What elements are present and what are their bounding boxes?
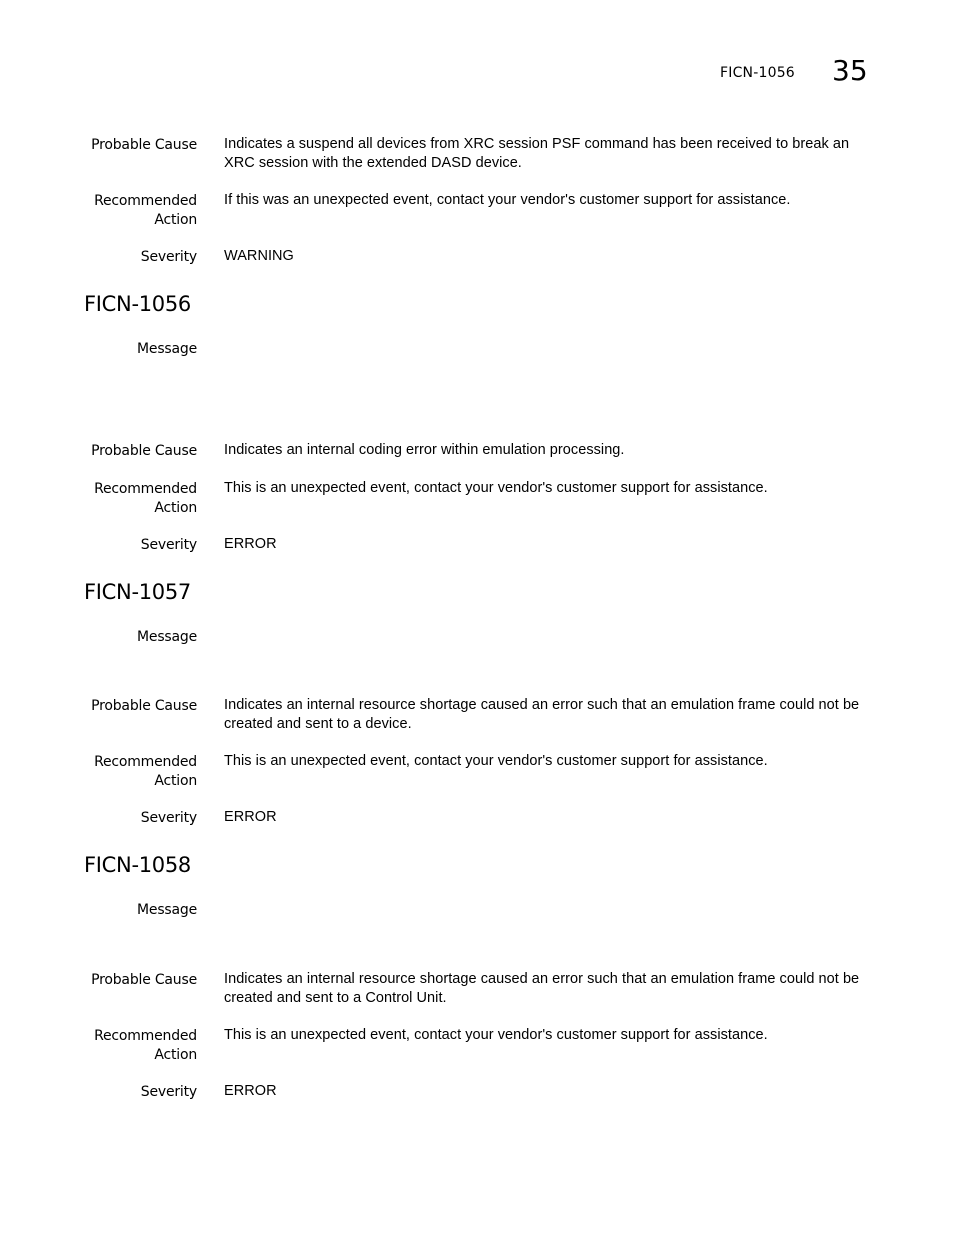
probable-cause-text (224, 970, 874, 1008)
probable-cause-text (224, 696, 874, 734)
severity-value: ERROR (224, 809, 277, 825)
probable-cause-label: Probable Cause (91, 698, 197, 714)
recommended-label-line: Action (154, 212, 197, 228)
recommended-action-text: This is an unexpected event, contact your vendor's customer support for assistance. (224, 753, 768, 769)
probable-cause-label: Probable Cause (91, 137, 197, 153)
severity-value: WARNING (224, 248, 294, 264)
message-label: Message (137, 629, 197, 645)
probable-cause-line: created and sent to a device. (224, 716, 412, 732)
severity-label: Severity (140, 537, 197, 553)
recommended-label-line: Action (154, 1047, 197, 1063)
recommended-action-label (57, 1027, 197, 1065)
message-label: Message (137, 902, 197, 918)
running-header-title: FICN-1056 (720, 65, 795, 81)
probable-cause-text: Indicates an internal coding error within emulation processing. (224, 442, 625, 458)
probable-cause-text (224, 135, 874, 173)
entry-heading: FICN-1058 (84, 853, 191, 877)
probable-cause-line: XRC session with the extended DASD device. (224, 155, 522, 171)
recommended-label-line: Recommended (94, 1028, 197, 1044)
severity-label: Severity (140, 249, 197, 265)
recommended-action-text: This is an unexpected event, contact your vendor's customer support for assistance. (224, 480, 768, 496)
severity-value: ERROR (224, 536, 277, 552)
probable-cause-line: Indicates a suspend all devices from XRC session PSF command has been received to break an (224, 136, 850, 152)
probable-cause-line: Indicates an internal resource shortage caused an error such that an emulation frame could not be (224, 697, 860, 713)
recommended-label-line: Action (154, 500, 197, 516)
recommended-label-line: Action (154, 773, 197, 789)
severity-value: ERROR (224, 1083, 277, 1099)
message-label: Message (137, 341, 197, 357)
recommended-action-text: This is an unexpected event, contact your vendor's customer support for assistance. (224, 1027, 768, 1043)
severity-label: Severity (140, 810, 197, 826)
recommended-action-label (57, 753, 197, 791)
probable-cause-line: Indicates an internal resource shortage caused an error such that an emulation frame could not be (224, 971, 860, 987)
probable-cause-label: Probable Cause (91, 443, 197, 459)
recommended-action-label (57, 480, 197, 518)
entry-heading: FICN-1057 (84, 580, 191, 604)
severity-label: Severity (140, 1084, 197, 1100)
recommended-label-line: Recommended (94, 754, 197, 770)
probable-cause-label: Probable Cause (91, 972, 197, 988)
recommended-action-text: If this was an unexpected event, contact your vendor's customer support for assistance. (224, 192, 791, 208)
entry-heading: FICN-1056 (84, 292, 191, 316)
chapter-number: 35 (832, 54, 868, 87)
recommended-action-label (57, 192, 197, 230)
probable-cause-line: created and sent to a Control Unit. (224, 990, 447, 1006)
recommended-label-line: Recommended (94, 481, 197, 497)
recommended-label-line: Recommended (94, 193, 197, 209)
